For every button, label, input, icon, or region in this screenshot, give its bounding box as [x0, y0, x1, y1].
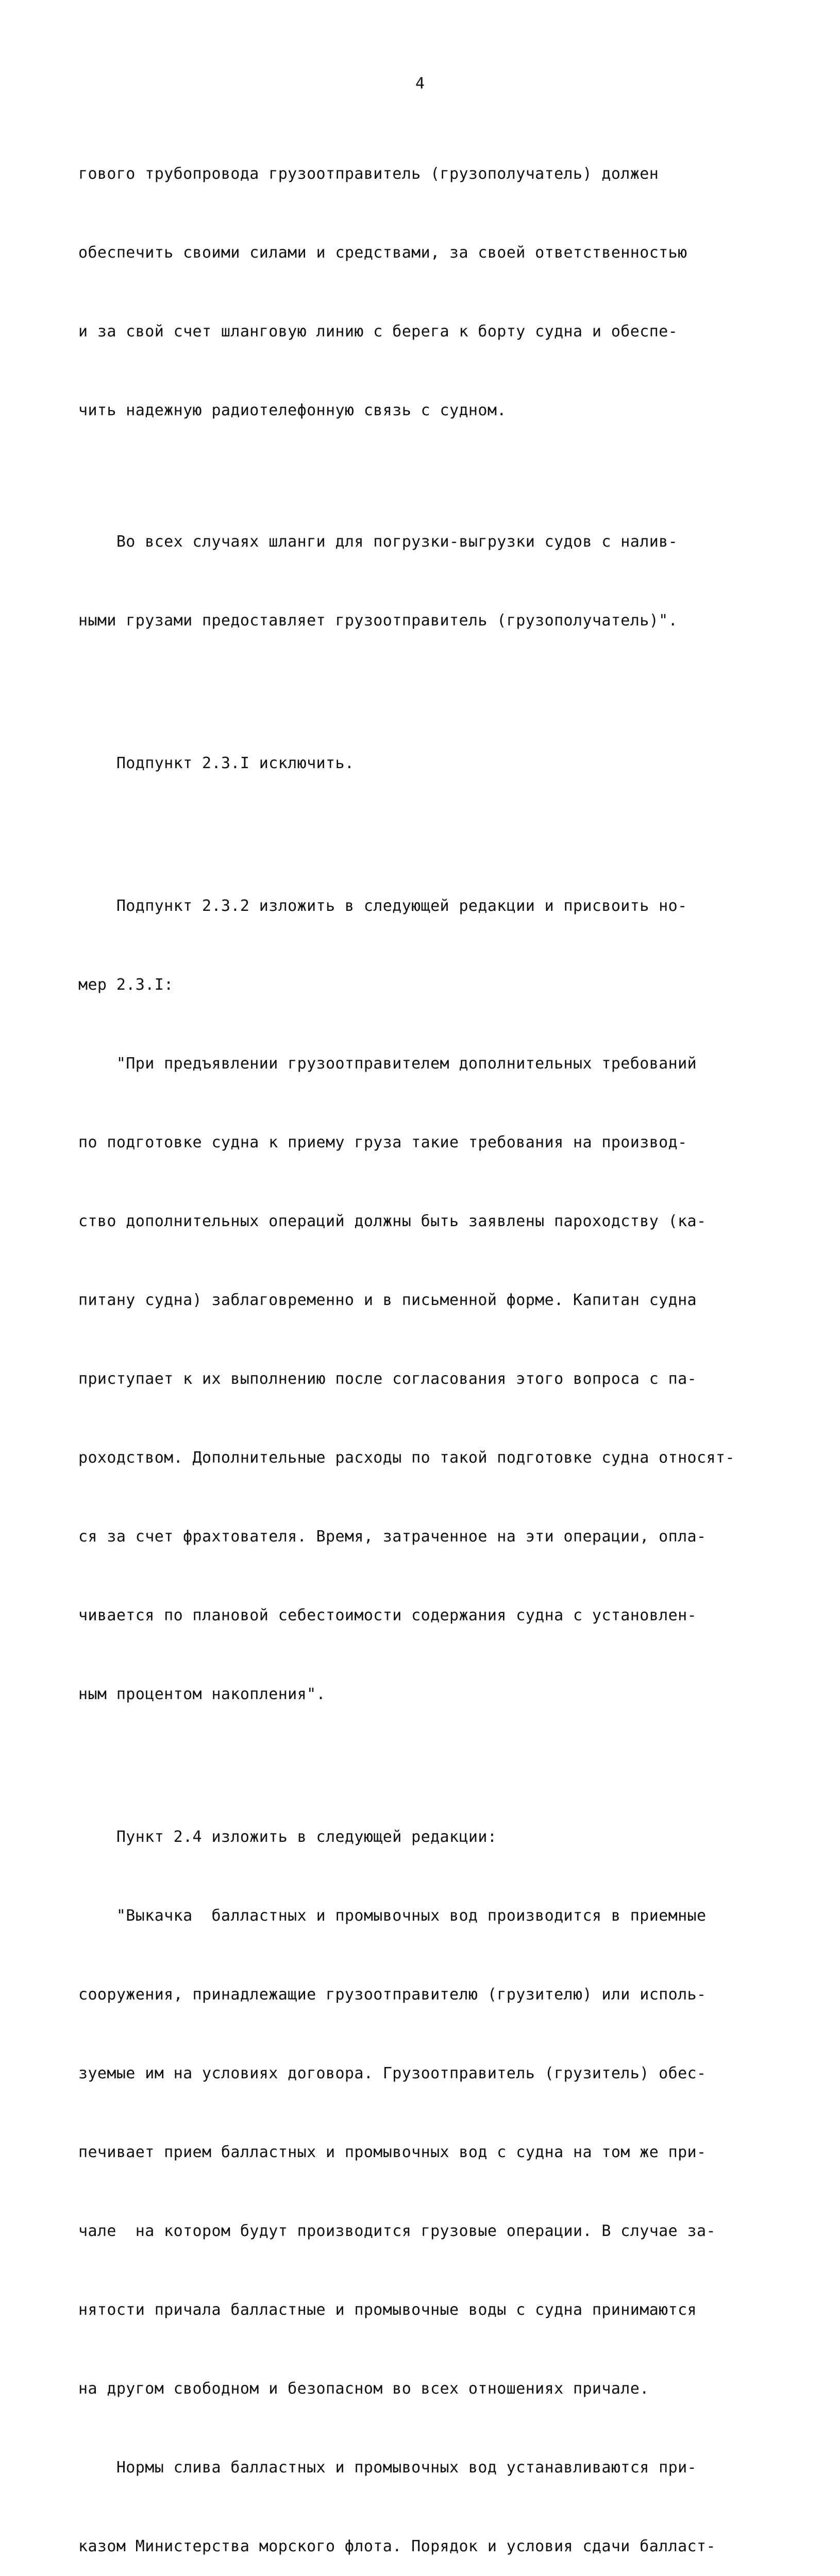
- text-line: ство дополнительных операций должны быть заявлены пароходству (ка-: [78, 1212, 707, 1230]
- text-line: по подготовке судна к приему груза такие требования на производ-: [78, 1133, 687, 1151]
- text-line: Подпункт 2.3.2 изложить в следующей редакции и присвоить но-: [78, 897, 687, 915]
- text-line: гового трубопровода грузоотправитель (грузополучатель) должен: [78, 165, 659, 183]
- text-line: Нормы слива балластных и промывочных вод устанавливаются при-: [78, 2459, 697, 2477]
- text-line: чале на котором будут производится грузовые операции. В случае за-: [78, 2222, 716, 2240]
- text-line: печивает прием балластных и промывочных вод с судна на том же при-: [78, 2143, 707, 2161]
- text-line: нятости причала балластные и промывочные воды с судна принимаются: [78, 2301, 697, 2319]
- text-line: казом Министерства морского флота. Порядок и условия сдачи балласт-: [78, 2537, 716, 2555]
- text-line: ными грузами предоставляет грузоотправитель (грузополучатель)".: [78, 612, 678, 630]
- paragraph: [78, 698, 779, 829]
- paragraph: [78, 476, 779, 686]
- paragraph: [78, 1771, 779, 2576]
- paragraph: [78, 840, 779, 1760]
- text-line: и за свой счет шланговую линию с берега к борту судна и обеспе-: [78, 323, 678, 341]
- text-line: чивается по плановой себестоимости содержания судна с установлен-: [78, 1606, 697, 1624]
- text-line: Подпункт 2.3.I исключить.: [78, 754, 355, 772]
- paragraph: [78, 108, 779, 476]
- text-line: чить надежную радиотелефонную связь с судном.: [78, 401, 507, 419]
- text-line: роходством. Дополнительные расходы по такой подготовке судна относят-: [78, 1449, 735, 1467]
- text-line: зуемые им на условиях договора. Грузоотправитель (грузитель) обес-: [78, 2064, 707, 2082]
- paragraph-gap: [78, 1760, 779, 1771]
- text-line: Пункт 2.4 изложить в следующей редакции:: [78, 1828, 497, 1846]
- text-line: ным процентом накопления".: [78, 1685, 326, 1703]
- document-body: [78, 108, 779, 2576]
- text-line: Во всех случаях шланги для погрузки-выгрузки судов с налив-: [78, 533, 678, 551]
- paragraph-gap: [78, 829, 779, 840]
- page-number: 4: [415, 75, 425, 93]
- text-line: на другом свободном и безопасном во всех отношениях причале.: [78, 2380, 649, 2398]
- text-line: "При предъявлении грузоотправителем дополнительных требований: [78, 1055, 697, 1073]
- text-line: мер 2.3.I:: [78, 976, 174, 994]
- text-line: ся за счет фрахтователя. Время, затраченное на эти операции, опла-: [78, 1528, 707, 1546]
- text-line: "Выкачка балластных и промывочных вод производится в приемные: [78, 1907, 707, 1925]
- text-line: приступает к их выполнению после согласования этого вопроса с па-: [78, 1370, 697, 1388]
- text-line: обеспечить своими силами и средствами, за своей ответственностью: [78, 244, 687, 262]
- text-line: сооружения, принадлежащие грузоотправителю (грузителю) или исполь-: [78, 1986, 707, 2004]
- text-line: питану судна) заблаговременно и в письменной форме. Капитан судна: [78, 1291, 697, 1309]
- paragraph-gap: [78, 686, 779, 698]
